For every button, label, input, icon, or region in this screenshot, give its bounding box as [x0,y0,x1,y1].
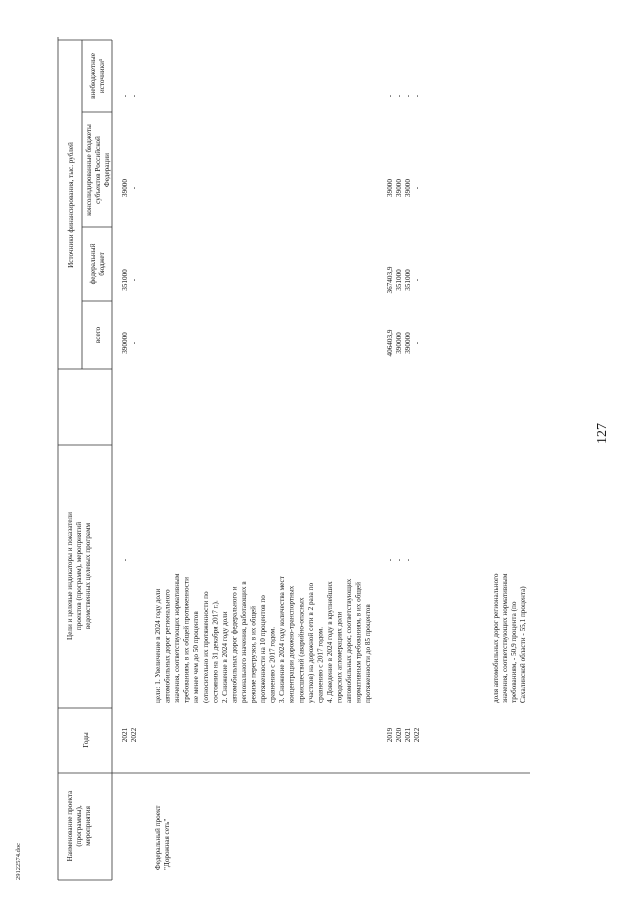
project-row-regional: 39000 [395,179,403,197]
project-row-extra: - [395,94,403,98]
project-row-year: 2021 [404,727,412,743]
goal-text: автомобильных дорог, соответствующих [345,578,353,703]
goal-text: не менее чем до 50 процентов [192,611,201,703]
goal-text: 2. Снижение в 2024 году доли [220,611,229,703]
header-extra: внебюджетные [89,53,97,99]
project-row-total: 390000 [395,332,403,354]
header-federal: федеральный [89,243,97,285]
row-total: - [130,341,138,345]
goal-text: сравнению с 2017 годом. [268,626,277,703]
row-year: 2021 [121,727,129,743]
header-project-name: Наименование проекта [66,790,74,862]
row-federal: - [130,278,138,282]
goal-text: протяженности на 10 процентов по [259,595,268,703]
header-extra: источники¹ [98,58,106,94]
project-name: Федеральный проект [154,805,162,870]
goal-text: цели: 1. Увеличение в 2024 году доли [154,588,162,703]
project-row-goal: - [404,558,412,562]
row-extra: - [121,94,129,98]
goal-text: требованиям, в их общей протяженности [182,577,191,703]
project-row-total: - [413,341,421,345]
project-row-extra: - [413,94,421,98]
row-goal: - [121,558,129,562]
header-goals: проектов (программ), мероприятий [75,521,83,631]
row-year: 2022 [130,727,138,743]
row-regional: - [130,186,138,190]
project-row-federal: 351000 [404,269,412,291]
header-project-name: мероприятия [84,806,92,846]
row-federal: 351000 [121,269,129,291]
project-row-extra: - [404,94,412,98]
header-federal: бюджет [98,252,106,276]
table-grid [58,37,530,880]
project-row-federal: - [413,278,421,282]
header-goals: ведомственных целевых программ [84,522,92,630]
project-row-total: 406403,9 [386,329,394,357]
project-row-year: 2019 [386,727,394,743]
goal-text: состоянию на 31 декабря 2017 г.). [211,600,220,703]
header-total: всего [94,326,102,344]
project-row-extra: - [386,94,394,98]
project-row-year: 2022 [413,727,421,743]
goal-text: протяженности до 85 процентов [364,604,373,703]
share-text: значения, соответствующих нормативным [501,573,509,703]
share-text: Сахалинской области - 55,1 процента) [519,586,527,703]
goal-text: режиме перегрузки, в их общей [249,605,258,703]
goal-text: автомобильных дорог регионального [163,589,172,703]
header-financing-group: Источники финансирования, тыс. рублей [67,142,75,268]
goal-text: 4. Доведение в 2024 году в крупнейших [325,581,334,703]
goal-text: 3. Снижение в 2024 году количества мест [278,576,287,703]
goal-text: происшествий (аварийно-опасных [297,597,306,703]
goal-text: участков) на дорожной сети в 2 раза по [306,582,315,703]
project-row-goal: - [395,558,403,562]
header-regional: субъектов Российской [94,136,102,204]
header-regional: консолидированные бюджеты [85,124,93,216]
project-name: "Дорожная сеть" [163,818,171,870]
project-row-regional: 39000 [404,179,412,197]
goal-text: регионального значения, работающих в [239,581,248,703]
goal-text: городских агломерациях доли [335,611,344,703]
header-regional: Федерации [103,153,111,187]
goal-text: концентрации дорожно-транспортных [287,585,296,703]
row-total: 390000 [121,332,129,354]
goal-text: нормативным требованиям, в их общей [354,582,363,703]
row-extra: - [130,94,138,98]
header-years: Годы [82,732,90,748]
project-row-regional: 39000 [386,179,394,197]
goal-text: сравнению с 2017 годом. [316,626,325,703]
goal-text: (относительно их протяженности по [201,591,210,703]
goal-text: значения, соответствующих нормативным [173,573,182,703]
project-row-goal: - [386,558,394,562]
page-number: 127 [595,423,610,444]
share-text: доля автомобильных дорог регионального [492,573,500,703]
footer-filename: 29122574.doc [15,842,22,880]
header-goals: Цели и целевые индикаторы и показатели [66,512,74,640]
project-row-total: 390000 [404,332,412,354]
row-regional: 39000 [121,179,129,197]
header-project-name: (программы), [75,805,83,847]
share-text: требованиям, - 50,9 процента (по [510,601,518,703]
goal-text: автомобильных дорог федерального и [230,586,239,703]
project-row-federal: 367403,9 [386,266,394,294]
project-row-federal: 351000 [395,269,403,291]
project-row-year: 2020 [395,727,403,743]
project-row-regional: - [413,186,421,190]
